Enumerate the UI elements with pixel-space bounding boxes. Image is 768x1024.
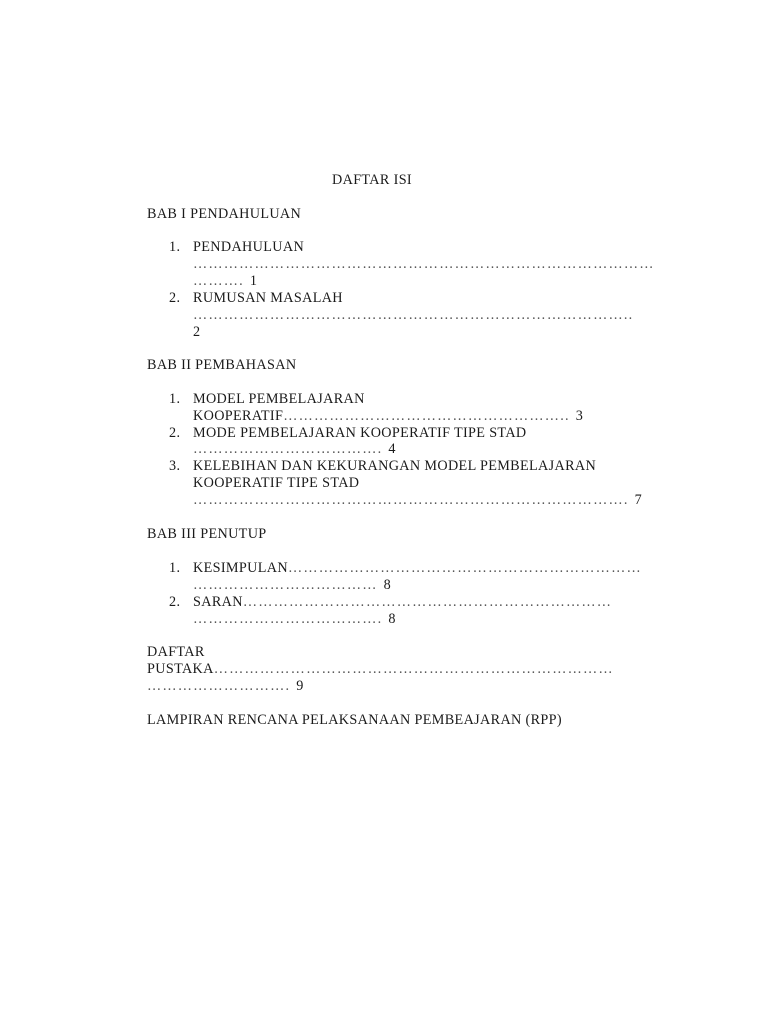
toc-entry-line bbox=[193, 408, 583, 425]
bibliography-heading: DAFTAR bbox=[147, 644, 205, 660]
dot-leader: ………. bbox=[193, 273, 244, 289]
item-title-kelebihan: KELEBIHAN DAN KEKURANGAN MODEL PEMBELAJARAN bbox=[193, 458, 597, 474]
item-number: 3. bbox=[169, 458, 181, 474]
item-number: 2. bbox=[169, 594, 181, 610]
toc-entry-line bbox=[193, 594, 612, 611]
chapter-heading-3: BAB III PENUTUP bbox=[147, 526, 267, 542]
toc-entry-line bbox=[147, 661, 614, 678]
page-number: 8 bbox=[383, 577, 392, 593]
item-number: 2. bbox=[169, 290, 181, 306]
toc-entry-line bbox=[193, 560, 642, 577]
page-number: 9 bbox=[296, 678, 304, 694]
item-title-kesimpulan: KESIMPULAN bbox=[193, 560, 288, 576]
dot-leader: ………………………………. bbox=[193, 611, 383, 627]
page-number: 7 bbox=[634, 492, 643, 508]
page-number: 2 bbox=[193, 324, 201, 340]
toc-entry-line bbox=[193, 273, 257, 290]
bibliography-heading-continued: PUSTAKA bbox=[147, 661, 214, 677]
page-number: 8 bbox=[388, 611, 396, 627]
toc-entry-line bbox=[193, 492, 642, 509]
dot-leader: ………………………………………………………………………….. bbox=[193, 307, 634, 323]
toc-entry-line bbox=[193, 441, 396, 458]
dot-leader: ……………………………………………………………… bbox=[242, 594, 613, 610]
item-title-continued: KOOPERATIF bbox=[193, 408, 284, 424]
item-number: 2. bbox=[169, 425, 181, 441]
item-title-continued: KOOPERATIF TIPE STAD bbox=[193, 475, 360, 491]
page-number: 4 bbox=[388, 441, 396, 457]
dot-leader: ……………………………… bbox=[193, 577, 378, 593]
chapter-heading-1: BAB I PENDAHULUAN bbox=[147, 206, 302, 222]
dot-leader: …………………………………………………………………… bbox=[213, 661, 614, 677]
item-title-model-pembelajaran: MODEL PEMBELAJARAN bbox=[193, 391, 365, 407]
item-title-pendahuluan: PENDAHULUAN bbox=[193, 239, 305, 255]
dot-leader: ……………………………………………………………………………… bbox=[193, 256, 655, 272]
page-number: 3 bbox=[575, 408, 584, 424]
dot-leader: ……………………………………………….. bbox=[283, 408, 570, 424]
toc-entry-line bbox=[193, 577, 391, 594]
item-title-rumusan-masalah: RUMUSAN MASALAH bbox=[193, 290, 343, 306]
chapter-heading-2: BAB II PEMBAHASAN bbox=[147, 357, 297, 373]
item-title-mode-pembelajaran: MODE PEMBELAJARAN KOOPERATIF TIPE STAD bbox=[193, 425, 527, 441]
appendix-heading: LAMPIRAN RENCANA PELAKSANAAN PEMBEAJARAN (RPP) bbox=[147, 712, 562, 728]
item-number: 1. bbox=[169, 239, 181, 255]
item-number: 1. bbox=[169, 560, 181, 576]
page-number: 1 bbox=[249, 273, 258, 289]
toc-entry-line bbox=[147, 678, 304, 695]
dot-leader: …………………………………………………………………………. bbox=[193, 492, 629, 508]
item-number: 1. bbox=[169, 391, 181, 407]
toc-entry-line bbox=[193, 611, 396, 628]
dot-leader: ………………………………. bbox=[193, 441, 383, 457]
item-title-saran: SARAN bbox=[193, 594, 243, 610]
dot-leader: …………………………………………………………… bbox=[287, 560, 642, 576]
dot-leader: ………………………. bbox=[147, 678, 291, 694]
page-title: DAFTAR ISI bbox=[332, 172, 413, 188]
